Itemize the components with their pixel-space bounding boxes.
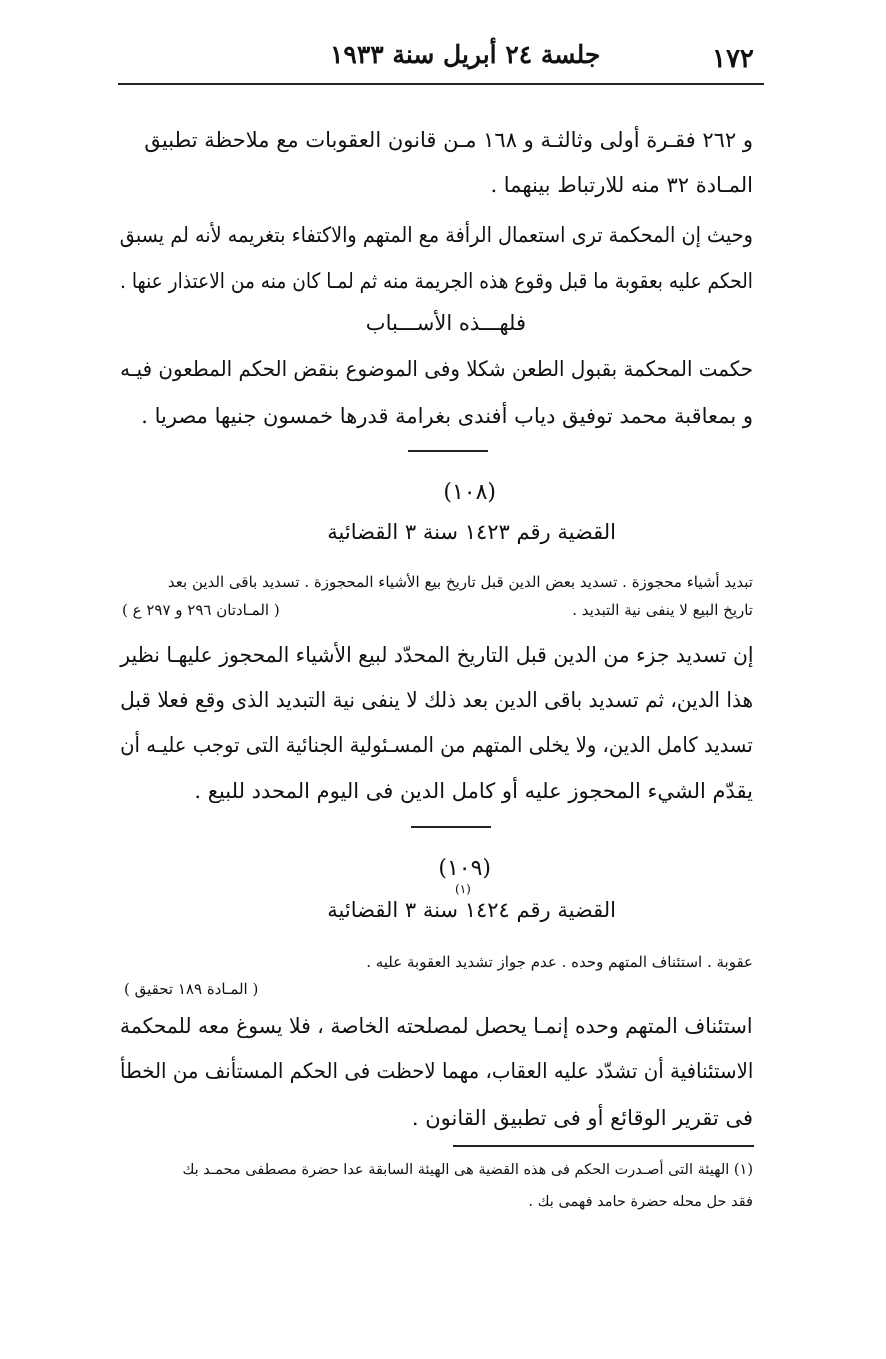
footnote-line-2: فقد حل محله حضرة حامد فهمى بك . — [528, 1194, 753, 1210]
case-body-line-3: فى تقرير الوقائع أو فى تطبيق القانون . — [411, 1106, 753, 1130]
footnote-marker: (١) — [455, 882, 471, 896]
case-title: القضية رقم ١٤٢٤ سنة ٣ القضائية — [327, 898, 616, 922]
footnote-line-1: (١) الهيئة التى أصـدرت الحكم فى هذه القضية هى الهيئة السابقة عدا حضرة مصطفى محمـد بك — [182, 1162, 753, 1178]
case-body-line-2: هذا الدين، ثم تسديد باقى الدين بعد ذلك لا ينفى نية التبديد الذى وقع فعلا قبل — [120, 688, 753, 712]
case-articles: ( المـادة ١٨٩ تحقيق ) — [124, 980, 259, 998]
intro-line-3: وحيث إن المحكمة ترى استعمال الرأفة مع المتهم والاكتفاء بتغريمه لأنه لم يسبق — [119, 223, 753, 247]
footnote-rule — [453, 1145, 754, 1147]
case-title: القضية رقم ١٤٢٣ سنة ٣ القضائية — [327, 520, 616, 544]
case-body-line-1: إن تسديد جزء من الدين قبل التاريخ المحدّد لبيع الأشياء المحجوز عليهـا نظير — [119, 643, 753, 667]
ruling-line-2: و بمعاقبة محمد توفيق دياب أفندى بغرامة قدرها خمسون جنيها مصريا . — [141, 404, 753, 428]
intro-line-4: الحكم عليه بعقوبة ما قبل وقوع هذه الجريمة منه ثم لمـا كان منه من الاعتذار عنها . — [120, 269, 753, 293]
section-divider — [408, 450, 488, 452]
case-summary-line-2: تاريخ البيع لا ينفى نية التبديد . — [572, 601, 753, 619]
intro-line-2: المـادة ٣٢ منه للارتباط بينهما . — [490, 173, 753, 197]
case-summary-line-1: تبديد أشياء محجوزة . تسديد بعض الدين قبل تاريخ بيع الأشياء المحجوزة . تسديد باقى الدين بعد — [167, 573, 753, 591]
page-number: ١٧٢ — [712, 44, 754, 74]
case-body-line-3: تسديد كامل الدين، ولا يخلى المتهم من المسـئولية الجنائية التى توجب عليـه أن — [120, 733, 753, 757]
section-divider — [411, 826, 491, 828]
reasons-heading: فلهـــذه الأســـباب — [365, 311, 526, 335]
case-number: (١٠٨) — [443, 480, 496, 505]
case-number: (١٠٩) — [438, 856, 491, 881]
case-body-line-1: استئناف المتهم وحده إنمـا يحصل لمصلحته الخاصة ، فلا يسوغ معه للمحكمة — [120, 1014, 753, 1038]
ruling-line-1: حكمت المحكمة بقبول الطعن شكلا وفى الموضوع بنقض الحكم المطعون فيـه — [120, 357, 753, 381]
case-body-line-4: يقدّم الشيء المحجوز عليه أو كامل الدين فى اليوم المحدد للبيع . — [194, 779, 753, 803]
intro-line-1: و ٢٦٢ فقـرة أولى وثالثـة و ١٦٨ مـن قانون العقوبات مع ملاحظة تطبيق — [144, 128, 753, 152]
case-body-line-2: الاستئنافية أن تشدّد عليه العقاب، مهما لاحظت فى الحكم المستأنف من الخطأ — [119, 1059, 753, 1083]
case-summary: عقوبة . استئناف المتهم وحده . عدم جواز تشديد العقوبة عليه . — [366, 953, 753, 971]
case-articles: ( المـادتان ٢٩٦ و ٢٩٧ ع ) — [122, 601, 280, 619]
session-header: جلسة ٢٤ أبريل سنة ١٩٣٣ — [330, 40, 601, 69]
header-rule — [118, 83, 764, 85]
